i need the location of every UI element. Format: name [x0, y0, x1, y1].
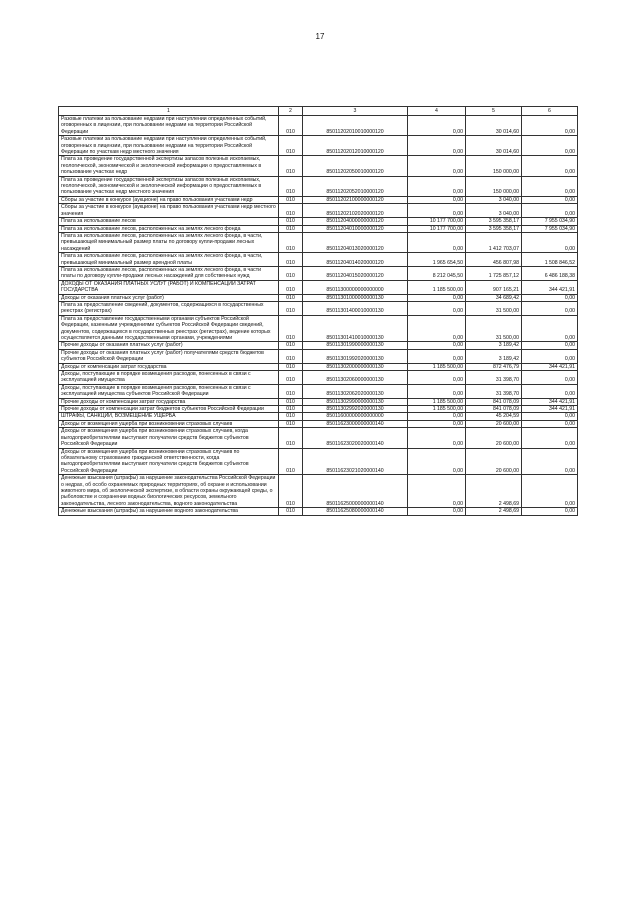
row-budget-code-cell: 85011204010000000120	[303, 225, 408, 232]
table-row	[59, 342, 578, 349]
table-row	[59, 266, 578, 280]
row-approved-cell: 0,00	[408, 342, 466, 349]
row-unexecuted-cell: 0,00	[522, 196, 578, 203]
table-row	[59, 428, 578, 448]
row-unexecuted-cell: 0,00	[522, 301, 578, 315]
row-approved-cell: 0,00	[408, 204, 466, 218]
row-name-cell: Плата за использование лесов	[59, 218, 279, 225]
row-name-cell: Доходы от оказания платных услуг (работ)	[59, 294, 279, 301]
row-approved-cell: 1 185 500,00	[408, 398, 466, 405]
column-header: 1	[59, 107, 279, 116]
row-unexecuted-cell: 0,00	[522, 371, 578, 385]
row-name-cell: ДОХОДЫ ОТ ОКАЗАНИЯ ПЛАТНЫХ УСЛУГ (РАБОТ) И КОМПЕНСАЦИИ ЗАТРАТ ГОСУДАРСТВА	[59, 280, 279, 294]
table-row	[59, 218, 578, 225]
row-unexecuted-cell: 1 508 846,52	[522, 253, 578, 267]
row-approved-cell: 0,00	[408, 448, 466, 475]
row-unexecuted-cell: 0,00	[522, 294, 578, 301]
row-line-code-cell: 010	[279, 266, 303, 280]
row-line-code-cell: 010	[279, 280, 303, 294]
row-unexecuted-cell: 0,00	[522, 413, 578, 420]
row-budget-code-cell: 85011302000000000130	[303, 363, 408, 370]
row-budget-code-cell: 85011302990000000130	[303, 398, 408, 405]
row-budget-code-cell: 85011202052010000120	[303, 176, 408, 196]
table-row	[59, 232, 578, 252]
row-budget-code-cell: 85011625000000000140	[303, 475, 408, 508]
row-executed-cell: 20 600,00	[466, 420, 522, 427]
row-budget-code-cell: 85011204000000000120	[303, 218, 408, 225]
table-row	[59, 204, 578, 218]
row-approved-cell: 1 185 500,00	[408, 280, 466, 294]
row-unexecuted-cell: 7 955 034,90	[522, 225, 578, 232]
row-executed-cell: 31 398,70	[466, 371, 522, 385]
row-executed-cell: 3 595 358,17	[466, 218, 522, 225]
row-executed-cell: 841 078,09	[466, 398, 522, 405]
row-name-cell: Прочие доходы от компенсации затрат бюджетов субъектов Российской Федерации	[59, 406, 279, 413]
table-row	[59, 384, 578, 398]
row-approved-cell: 0,00	[408, 475, 466, 508]
row-name-cell: Разовые платежи за пользование недрами при наступлении определенных событий, оговоренных в лицензии, при пользовании недрами на территории Российской Федерации по участкам недр местного значения	[59, 136, 279, 156]
table-row	[59, 363, 578, 370]
row-line-code-cell: 010	[279, 294, 303, 301]
row-approved-cell: 0,00	[408, 301, 466, 315]
page-number: 17	[315, 32, 325, 41]
row-executed-cell: 34 689,42	[466, 294, 522, 301]
row-approved-cell: 0,00	[408, 315, 466, 342]
row-executed-cell: 20 600,00	[466, 448, 522, 475]
row-approved-cell: 0,00	[408, 428, 466, 448]
table-row	[59, 136, 578, 156]
row-budget-code-cell: 85011202050010000120	[303, 156, 408, 176]
row-budget-code-cell: 85011623020020000140	[303, 428, 408, 448]
row-budget-code-cell: 85011623021020000140	[303, 448, 408, 475]
row-executed-cell: 872 476,79	[466, 363, 522, 370]
table-row	[59, 116, 578, 136]
row-executed-cell: 30 014,60	[466, 116, 522, 136]
row-budget-code-cell: 85011202010010000120	[303, 116, 408, 136]
table-row	[59, 156, 578, 176]
row-unexecuted-cell: 0,00	[522, 204, 578, 218]
row-budget-code-cell: 85011302060000000130	[303, 371, 408, 385]
row-unexecuted-cell: 344 421,91	[522, 363, 578, 370]
row-budget-code-cell: 85011204013020000120	[303, 232, 408, 252]
table-row	[59, 508, 578, 515]
row-line-code-cell: 010	[279, 448, 303, 475]
row-budget-code-cell: 85011202100000000120	[303, 196, 408, 203]
table-row	[59, 448, 578, 475]
row-budget-code-cell: 85011623000000000140	[303, 420, 408, 427]
row-approved-cell: 10 177 700,00	[408, 218, 466, 225]
row-unexecuted-cell: 0,00	[522, 176, 578, 196]
row-line-code-cell: 010	[279, 204, 303, 218]
column-header: 3	[303, 107, 408, 116]
row-approved-cell: 0,00	[408, 156, 466, 176]
row-name-cell: Прочие доходы от оказания платных услуг (работ) получателями средств бюджетов субъектов Российской Федерации	[59, 349, 279, 363]
row-executed-cell: 20 600,00	[466, 428, 522, 448]
row-name-cell: Сборы за участие в конкурсе (аукционе) на право пользования участками недр местного значения	[59, 204, 279, 218]
row-budget-code-cell: 85011202012010000120	[303, 136, 408, 156]
row-budget-code-cell: 85011301410010000130	[303, 315, 408, 342]
row-line-code-cell: 010	[279, 384, 303, 398]
revenue-table	[58, 106, 578, 516]
row-budget-code-cell: 85011301990000000130	[303, 342, 408, 349]
row-budget-code-cell: 85011202102020000120	[303, 204, 408, 218]
column-header: 4	[408, 107, 466, 116]
table-row	[59, 294, 578, 301]
row-name-cell: Доходы, поступающие в порядке возмещения расходов, понесенных в связи с эксплуатацией имущества субъектов Российской Федерации	[59, 384, 279, 398]
row-unexecuted-cell: 7 955 034,90	[522, 218, 578, 225]
column-header: 6	[522, 107, 578, 116]
row-budget-code-cell: 85011302992020000130	[303, 406, 408, 413]
row-approved-cell: 1 185 500,00	[408, 363, 466, 370]
row-line-code-cell: 010	[279, 349, 303, 363]
row-unexecuted-cell: 344 421,91	[522, 398, 578, 405]
row-line-code-cell: 010	[279, 413, 303, 420]
row-executed-cell: 3 040,00	[466, 196, 522, 203]
row-unexecuted-cell: 0,00	[522, 156, 578, 176]
table-row	[59, 406, 578, 413]
row-executed-cell: 1 725 857,12	[466, 266, 522, 280]
row-name-cell: Плата за предоставление сведений, документов, содержащихся в государственных реестрах (регистрах)	[59, 301, 279, 315]
row-executed-cell: 907 165,21	[466, 280, 522, 294]
table-row	[59, 280, 578, 294]
row-line-code-cell: 010	[279, 315, 303, 342]
row-unexecuted-cell: 0,00	[522, 232, 578, 252]
row-executed-cell: 456 807,98	[466, 253, 522, 267]
row-line-code-cell: 010	[279, 196, 303, 203]
row-budget-code-cell: 85011301992020000130	[303, 349, 408, 363]
table-row	[59, 176, 578, 196]
row-approved-cell: 0,00	[408, 349, 466, 363]
row-executed-cell: 1 412 703,07	[466, 232, 522, 252]
row-approved-cell: 0,00	[408, 420, 466, 427]
row-name-cell: Плата за использование лесов, расположенных на землях лесного фонда	[59, 225, 279, 232]
row-line-code-cell: 010	[279, 420, 303, 427]
row-approved-cell: 1 185 500,00	[408, 406, 466, 413]
row-executed-cell: 3 595 358,17	[466, 225, 522, 232]
row-name-cell: Плата за использование лесов, расположенных на землях лесного фонда, в части, превышающей минимальный размер арендной платы	[59, 253, 279, 267]
row-name-cell: ШТРАФЫ, САНКЦИИ, ВОЗМЕЩЕНИЕ УЩЕРБА	[59, 413, 279, 420]
row-approved-cell: 0,00	[408, 232, 466, 252]
row-approved-cell: 0,00	[408, 176, 466, 196]
row-budget-code-cell: 85011300000000000000	[303, 280, 408, 294]
row-name-cell: Плата за проведение государственной экспертизы запасов полезных ископаемых, геологической, экономической и экологической информации о предоставляемых в пользование участках недр местного значения	[59, 176, 279, 196]
row-executed-cell: 3 040,00	[466, 204, 522, 218]
row-unexecuted-cell: 6 486 188,38	[522, 266, 578, 280]
row-unexecuted-cell: 0,00	[522, 349, 578, 363]
row-approved-cell: 0,00	[408, 413, 466, 420]
row-name-cell: Доходы, поступающие в порядке возмещения расходов, понесенных в связи с эксплуатацией имущества	[59, 371, 279, 385]
row-executed-cell: 3 189,42	[466, 349, 522, 363]
row-name-cell: Денежные взыскания (штрафы) за нарушение водного законодательства	[59, 508, 279, 515]
row-approved-cell: 0,00	[408, 371, 466, 385]
row-unexecuted-cell: 0,00	[522, 384, 578, 398]
table-row	[59, 349, 578, 363]
row-approved-cell: 0,00	[408, 136, 466, 156]
table-row	[59, 196, 578, 203]
row-unexecuted-cell: 0,00	[522, 116, 578, 136]
table-header-row	[59, 107, 578, 116]
row-budget-code-cell: 85011301000000000130	[303, 294, 408, 301]
row-name-cell: Разовые платежи за пользование недрами при наступлении определенных событий, оговоренных в лицензии, при пользовании недрами на территории Российской Федерации	[59, 116, 279, 136]
row-line-code-cell: 010	[279, 301, 303, 315]
row-executed-cell: 150 000,00	[466, 156, 522, 176]
row-line-code-cell: 010	[279, 428, 303, 448]
row-line-code-cell: 010	[279, 253, 303, 267]
row-executed-cell: 3 189,42	[466, 342, 522, 349]
row-name-cell: Доходы от возмещения ущерба при возникновении страховых случаев, когда выгодоприобретателями выступают получатели средств бюджетов субъектов Российской Федерации	[59, 428, 279, 448]
row-line-code-cell: 010	[279, 342, 303, 349]
row-unexecuted-cell: 0,00	[522, 342, 578, 349]
table-row	[59, 315, 578, 342]
table-row	[59, 398, 578, 405]
row-executed-cell: 150 000,00	[466, 176, 522, 196]
row-budget-code-cell: 85011625080000000140	[303, 508, 408, 515]
table-row	[59, 475, 578, 508]
table-row	[59, 253, 578, 267]
row-name-cell: Плата за предоставление государственными органами субъектов Российской Федерации, казенными учреждениями субъектов Российской Федерации сведений, документов, содержащихся в государственных реестрах (регистрах), ведение которых осуществляется данными государственными органами, учреждениями	[59, 315, 279, 342]
row-approved-cell: 0,00	[408, 116, 466, 136]
row-name-cell: Денежные взыскания (штрафы) за нарушение законодательства Российской Федерации о недрах, об особо охраняемых природных территориях, об охране и использовании животного мира, об экологической экспертизе, в области охраны окружающей среды, о рыболовстве и сохранении водных биологических ресурсов, земельного законодательства, лесного законодательства, водного законодательства	[59, 475, 279, 508]
row-approved-cell: 8 212 045,50	[408, 266, 466, 280]
row-line-code-cell: 010	[279, 475, 303, 508]
row-unexecuted-cell: 0,00	[522, 315, 578, 342]
row-line-code-cell: 010	[279, 225, 303, 232]
row-name-cell: Доходы от компенсации затрат государства	[59, 363, 279, 370]
row-unexecuted-cell: 0,00	[522, 475, 578, 508]
row-name-cell: Сборы за участие в конкурсе (аукционе) на право пользования участками недр	[59, 196, 279, 203]
row-name-cell: Плата за использование лесов, расположенных на землях лесного фонда, в части, превышающей минимальный размер платы по договору купли-продажи лесных насаждений	[59, 232, 279, 252]
table-row	[59, 413, 578, 420]
table-row	[59, 371, 578, 385]
row-line-code-cell: 010	[279, 176, 303, 196]
row-executed-cell: 31 500,00	[466, 315, 522, 342]
row-approved-cell: 0,00	[408, 294, 466, 301]
row-executed-cell: 2 498,69	[466, 475, 522, 508]
row-name-cell: Прочие доходы от компенсации затрат государства	[59, 398, 279, 405]
row-line-code-cell: 010	[279, 508, 303, 515]
row-line-code-cell: 010	[279, 398, 303, 405]
row-line-code-cell: 010	[279, 136, 303, 156]
row-approved-cell: 0,00	[408, 384, 466, 398]
row-unexecuted-cell: 0,00	[522, 428, 578, 448]
row-unexecuted-cell: 0,00	[522, 136, 578, 156]
row-line-code-cell: 010	[279, 371, 303, 385]
row-executed-cell: 2 498,69	[466, 508, 522, 515]
row-budget-code-cell: 85011204014020000120	[303, 253, 408, 267]
row-executed-cell: 841 078,09	[466, 406, 522, 413]
row-unexecuted-cell: 0,00	[522, 448, 578, 475]
table-row	[59, 225, 578, 232]
row-approved-cell: 0,00	[408, 196, 466, 203]
row-line-code-cell: 010	[279, 218, 303, 225]
row-name-cell: Плата за проведение государственной экспертизы запасов полезных ископаемых, геологической, экономической и экологической информации о предоставляемых в пользование участках недр	[59, 156, 279, 176]
row-line-code-cell: 010	[279, 156, 303, 176]
row-name-cell: Плата за использование лесов, расположенных на землях лесного фонда, в части платы по договору купли-продажи лесных насаждений для собственных нужд	[59, 266, 279, 280]
row-line-code-cell: 010	[279, 116, 303, 136]
row-name-cell: Прочие доходы от оказания платных услуг (работ)	[59, 342, 279, 349]
row-name-cell: Доходы от возмещения ущерба при возникновении страховых случаев по обязательному страхованию гражданской ответственности, когда выгодоприобретателями выступают получатели средств бюджетов субъектов Российской Федерации	[59, 448, 279, 475]
row-budget-code-cell: 85011302062020000130	[303, 384, 408, 398]
column-header: 5	[466, 107, 522, 116]
row-unexecuted-cell: 0,00	[522, 508, 578, 515]
row-approved-cell: 10 177 700,00	[408, 225, 466, 232]
column-header: 2	[279, 107, 303, 116]
row-approved-cell: 1 965 654,50	[408, 253, 466, 267]
row-unexecuted-cell: 0,00	[522, 420, 578, 427]
row-unexecuted-cell: 344 421,91	[522, 406, 578, 413]
row-executed-cell: 45 204,59	[466, 413, 522, 420]
row-budget-code-cell: 85011600000000000000	[303, 413, 408, 420]
row-approved-cell: 0,00	[408, 508, 466, 515]
row-budget-code-cell: 85011301400010000130	[303, 301, 408, 315]
row-executed-cell: 30 014,60	[466, 136, 522, 156]
row-budget-code-cell: 85011204015020000120	[303, 266, 408, 280]
row-line-code-cell: 010	[279, 363, 303, 370]
row-line-code-cell: 010	[279, 406, 303, 413]
row-executed-cell: 31 500,00	[466, 301, 522, 315]
table-body	[59, 116, 578, 516]
row-line-code-cell: 010	[279, 232, 303, 252]
row-executed-cell: 31 398,70	[466, 384, 522, 398]
row-name-cell: Доходы от возмещения ущерба при возникновении страховых случаев	[59, 420, 279, 427]
row-unexecuted-cell: 344 421,91	[522, 280, 578, 294]
table-row	[59, 301, 578, 315]
table-row	[59, 420, 578, 427]
